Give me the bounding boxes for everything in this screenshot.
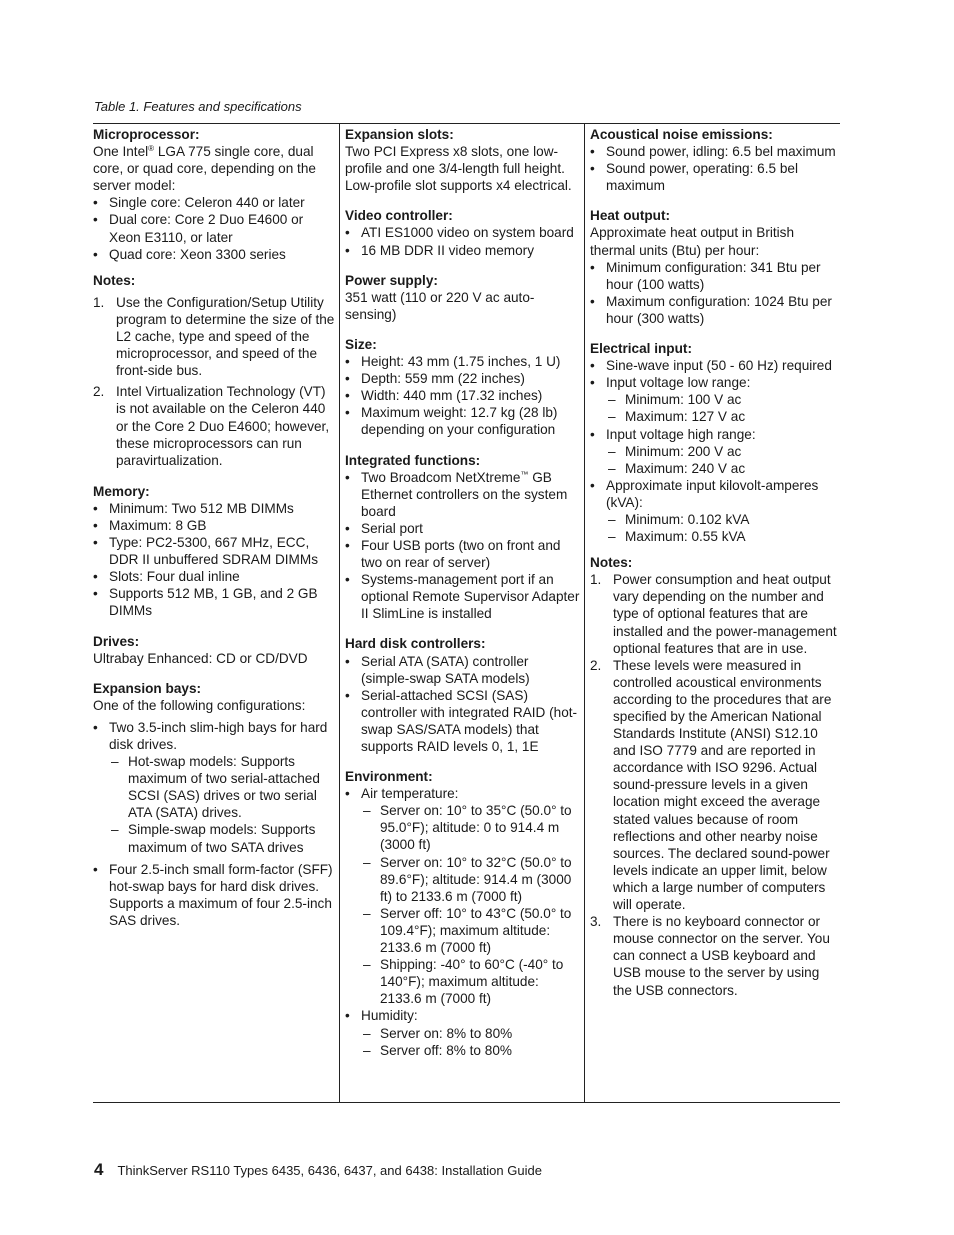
table-column-3 [585, 124, 840, 1102]
list-item [590, 571, 840, 656]
list-item: • Serial-attached SCSI (SAS) controller with integrated RAID (hot-swap SAS/SATA models) that supports RAID levels 0, 1, 1E [345, 687, 580, 755]
list-item: • Four USB ports (two on front and two on rear of server) [345, 537, 580, 571]
bullet-list [345, 224, 580, 258]
expansion-bays-section [93, 680, 335, 929]
environment-section [345, 768, 580, 1059]
section-heading: Size: [345, 336, 377, 352]
list-item [590, 913, 840, 998]
notes-section [93, 272, 335, 469]
bullet-list [345, 353, 580, 438]
section-text: Two PCI Express x8 slots, one low-profile and one 3/4-length full height. Low-profile slot supports x4 electrical. [345, 144, 572, 194]
list-item: • Type: PC2-5300, 667 MHz, ECC, DDR II unbuffered SDRAM DIMMs [93, 534, 335, 568]
section-heading: Drives: [93, 633, 140, 649]
page-number: 4 [94, 1160, 104, 1179]
list-item: • Dual core: Core 2 Duo E4600 or Xeon E3110, or later [93, 211, 335, 245]
list-item: • Slots: Four dual inline [93, 568, 335, 585]
section-text: 351 watt (110 or 220 V ac auto-sensing) [345, 289, 535, 322]
sub-list-item: – Server off: 10° to 43°C (50.0° to 109.4°F); maximum altitude: 2133.6 m (7000 ft) [361, 905, 580, 956]
list-text: Use the Configuration/Setup Utility program to determine the size of the L2 cache, type and speed of the microprocessor, and speed of the front-side bus. [116, 294, 335, 379]
section-heading: Power supply: [345, 272, 438, 288]
sub-list-item: – Server off: 8% to 80% [361, 1042, 580, 1059]
list-item: • Sound power, operating: 6.5 bel maximum [590, 160, 840, 194]
sub-list-item: – Server on: 10° to 32°C (50.0° to 89.6°F); altitude: 914.4 m (3000 ft) to 2133.6 m (7000 ft) [361, 854, 580, 905]
size-section [345, 336, 580, 439]
list-item [345, 469, 580, 520]
list-item: • Supports 512 MB, 1 GB, and 2 GB DIMMs [93, 585, 335, 619]
list-item: • Maximum configuration: 1024 Btu per hour (300 watts) [590, 293, 840, 327]
sub-list-item: – Maximum: 127 V ac [606, 408, 840, 425]
list-item: • Serial ATA (SATA) controller (simple-swap SATA models) [345, 653, 580, 687]
heat-output-section [590, 207, 840, 327]
section-heading: Hard disk controllers: [345, 636, 486, 652]
bullet-list [345, 469, 580, 623]
list-item [93, 294, 335, 379]
section-text: Approximate heat output in British thermal units (Btu) per hour: [590, 225, 795, 258]
list-item: • Minimum configuration: 341 Btu per hour (100 watts) [590, 259, 840, 293]
list-item: • Four 2.5-inch small form-factor (SFF) hot-swap bays for hard disk drives. Supports a maximum of four 2.5-inch SAS drives. [93, 861, 335, 929]
bullet-list [93, 194, 335, 262]
list-text: Air temperature: [361, 786, 459, 802]
list-item: • Quad core: Xeon 3300 series [93, 246, 335, 263]
list-item: • Maximum: 8 GB [93, 517, 335, 534]
section-text: One of the following configurations: [93, 697, 306, 713]
list-item [590, 657, 840, 913]
numbered-list [93, 294, 335, 469]
numbered-list [590, 571, 840, 998]
list-item [590, 374, 840, 425]
text-fragment: GB Ethernet controllers on the system board [361, 469, 568, 519]
list-item: • Systems-management port if an optional Remote Supervisor Adapter II SlimLine is installed [345, 571, 580, 622]
list-text: Approximate input kilovolt-amperes (kVA): [606, 477, 819, 510]
registered-mark: ® [148, 144, 155, 154]
acoustical-noise-section [590, 126, 840, 194]
list-item: • Sound power, idling: 6.5 bel maximum [590, 143, 840, 160]
list-text: These levels were measured in controlled acoustical environments according to the procedures that are specified by the American National Standards Institute (ANSI) S12.10 and ISO 7779 and are reported in accordance with ISO 9296. Actual sound-pressure levels in a given location might exceed the average stated values because of room reflections and other nearby noise sources. The declared sound-power levels indicate an upper limit, below which a large number of computers will operate. [613, 657, 832, 913]
list-item [93, 383, 335, 468]
list-item: • Depth: 559 mm (22 inches) [345, 370, 580, 387]
list-text: Humidity: [361, 1008, 418, 1024]
list-item: • ATI ES1000 video on system board [345, 224, 580, 241]
dash-list [606, 511, 840, 545]
sub-list-item: – Minimum: 0.102 kVA [606, 511, 840, 528]
section-heading: Electrical input: [590, 341, 692, 357]
expansion-slots-section [345, 126, 580, 194]
section-text: Ultrabay Enhanced: CD or CD/DVD [93, 650, 308, 666]
dash-list [606, 391, 840, 425]
dash-list [361, 802, 580, 1007]
bullet-list [590, 357, 840, 545]
section-text [93, 143, 335, 194]
list-item [590, 426, 840, 477]
sub-list-item: – Minimum: 100 V ac [606, 391, 840, 408]
text-fragment: LGA 775 single core, dual core, or quad core, depending on the server model: [93, 144, 316, 194]
bullet-list [590, 259, 840, 327]
list-text: There is no keyboard connector or mouse connector on the server. You can connect a USB keyboard and USB mouse to the server by using the USB connectors. [613, 914, 830, 998]
dash-list [109, 753, 335, 856]
electrical-input-section [590, 340, 840, 545]
drives-section [93, 633, 335, 667]
section-heading: Memory: [93, 483, 150, 499]
section-heading: Integrated functions: [345, 452, 481, 468]
list-number: 1. [590, 572, 602, 588]
list-number: 1. [93, 294, 105, 310]
list-item: • Single core: Celeron 440 or later [93, 194, 335, 211]
list-text: Input voltage high range: [606, 426, 756, 442]
trademark-mark: ™ [520, 469, 529, 479]
footer-title: ThinkServer RS110 Types 6435, 6436, 6437, and 6438: Installation Guide [117, 1163, 542, 1178]
list-number: 2. [93, 384, 105, 400]
section-heading: Notes: [590, 555, 633, 571]
list-item: • Minimum: Two 512 MB DIMMs [93, 500, 335, 517]
sub-list-item: – Minimum: 200 V ac [606, 443, 840, 460]
sub-list-item: – Hot-swap models: Supports maximum of two serial-attached SCSI (SAS) drives or two serial ATA (SATA) drives. [109, 753, 335, 821]
bullet-list [93, 719, 335, 929]
sub-list-item: – Server on: 8% to 80% [361, 1025, 580, 1042]
section-heading: Expansion slots: [345, 127, 454, 142]
microprocessor-section [93, 126, 335, 263]
list-item [93, 719, 335, 856]
text-fragment: Two Broadcom NetXtreme [361, 469, 521, 485]
power-supply-section [345, 272, 580, 323]
section-heading: Microprocessor: [93, 127, 200, 142]
page-footer [94, 1160, 542, 1180]
list-item [345, 1007, 580, 1058]
memory-section [93, 483, 335, 620]
sub-list-item: – Maximum: 0.55 kVA [606, 528, 840, 545]
dash-list [606, 443, 840, 477]
list-number: 2. [590, 657, 602, 673]
list-item: • Sine-wave input (50 - 60 Hz) required [590, 357, 840, 374]
list-item: • Serial port [345, 520, 580, 537]
bullet-list [590, 143, 840, 194]
list-item [345, 785, 580, 1007]
list-item: • Height: 43 mm (1.75 inches, 1 U) [345, 353, 580, 370]
sub-list-item: – Shipping: -40° to 60°C (-40° to 140°F); maximum altitude: 2133.6 m (7000 ft) [361, 956, 580, 1007]
list-text: Two 3.5-inch slim-high bays for hard disk drives. [109, 719, 328, 752]
list-text: Intel Virtualization Technology (VT) is not available on the Celeron 440 or the Core 2 Duo E4600; however, these microprocessors can run paravirtualization. [116, 384, 330, 468]
bullet-list [345, 653, 580, 756]
section-heading: Expansion bays: [93, 680, 202, 696]
section-heading: Acoustical noise emissions: [590, 127, 773, 142]
list-item: • Width: 440 mm (17.32 inches) [345, 387, 580, 404]
table-caption: Table 1. Features and specifications [94, 99, 302, 114]
table-column-2 [340, 124, 585, 1102]
bullet-list [345, 785, 580, 1059]
video-controller-section [345, 207, 580, 258]
section-heading: Heat output: [590, 208, 671, 224]
sub-list-item: – Simple-swap models: Supports maximum of two SATA drives [109, 821, 335, 855]
table-column-1 [93, 124, 340, 1102]
bullet-list [93, 500, 335, 620]
features-table [93, 123, 840, 1103]
list-text: Input voltage low range: [606, 375, 751, 391]
section-heading: Video controller: [345, 208, 453, 224]
hard-disk-controllers-section [345, 635, 580, 755]
list-item: • 16 MB DDR II video memory [345, 242, 580, 259]
list-number: 3. [590, 914, 602, 930]
list-item [590, 477, 840, 545]
list-item: • Maximum weight: 12.7 kg (28 lb) depending on your configuration [345, 404, 580, 438]
sub-list-item: – Server on: 10° to 35°C (50.0° to 95.0°F); altitude: 0 to 914.4 m (3000 ft) [361, 802, 580, 853]
section-heading: Notes: [93, 272, 136, 288]
text-fragment: One Intel [93, 144, 149, 160]
integrated-functions-section [345, 452, 580, 623]
section-heading: Environment: [345, 769, 433, 785]
sub-list-item: – Maximum: 240 V ac [606, 460, 840, 477]
list-text: Power consumption and heat output vary depending on the number and type of optional features that are installed and the power-management optional features that are in use. [613, 572, 837, 656]
notes-section [590, 554, 840, 998]
dash-list [361, 1025, 580, 1059]
